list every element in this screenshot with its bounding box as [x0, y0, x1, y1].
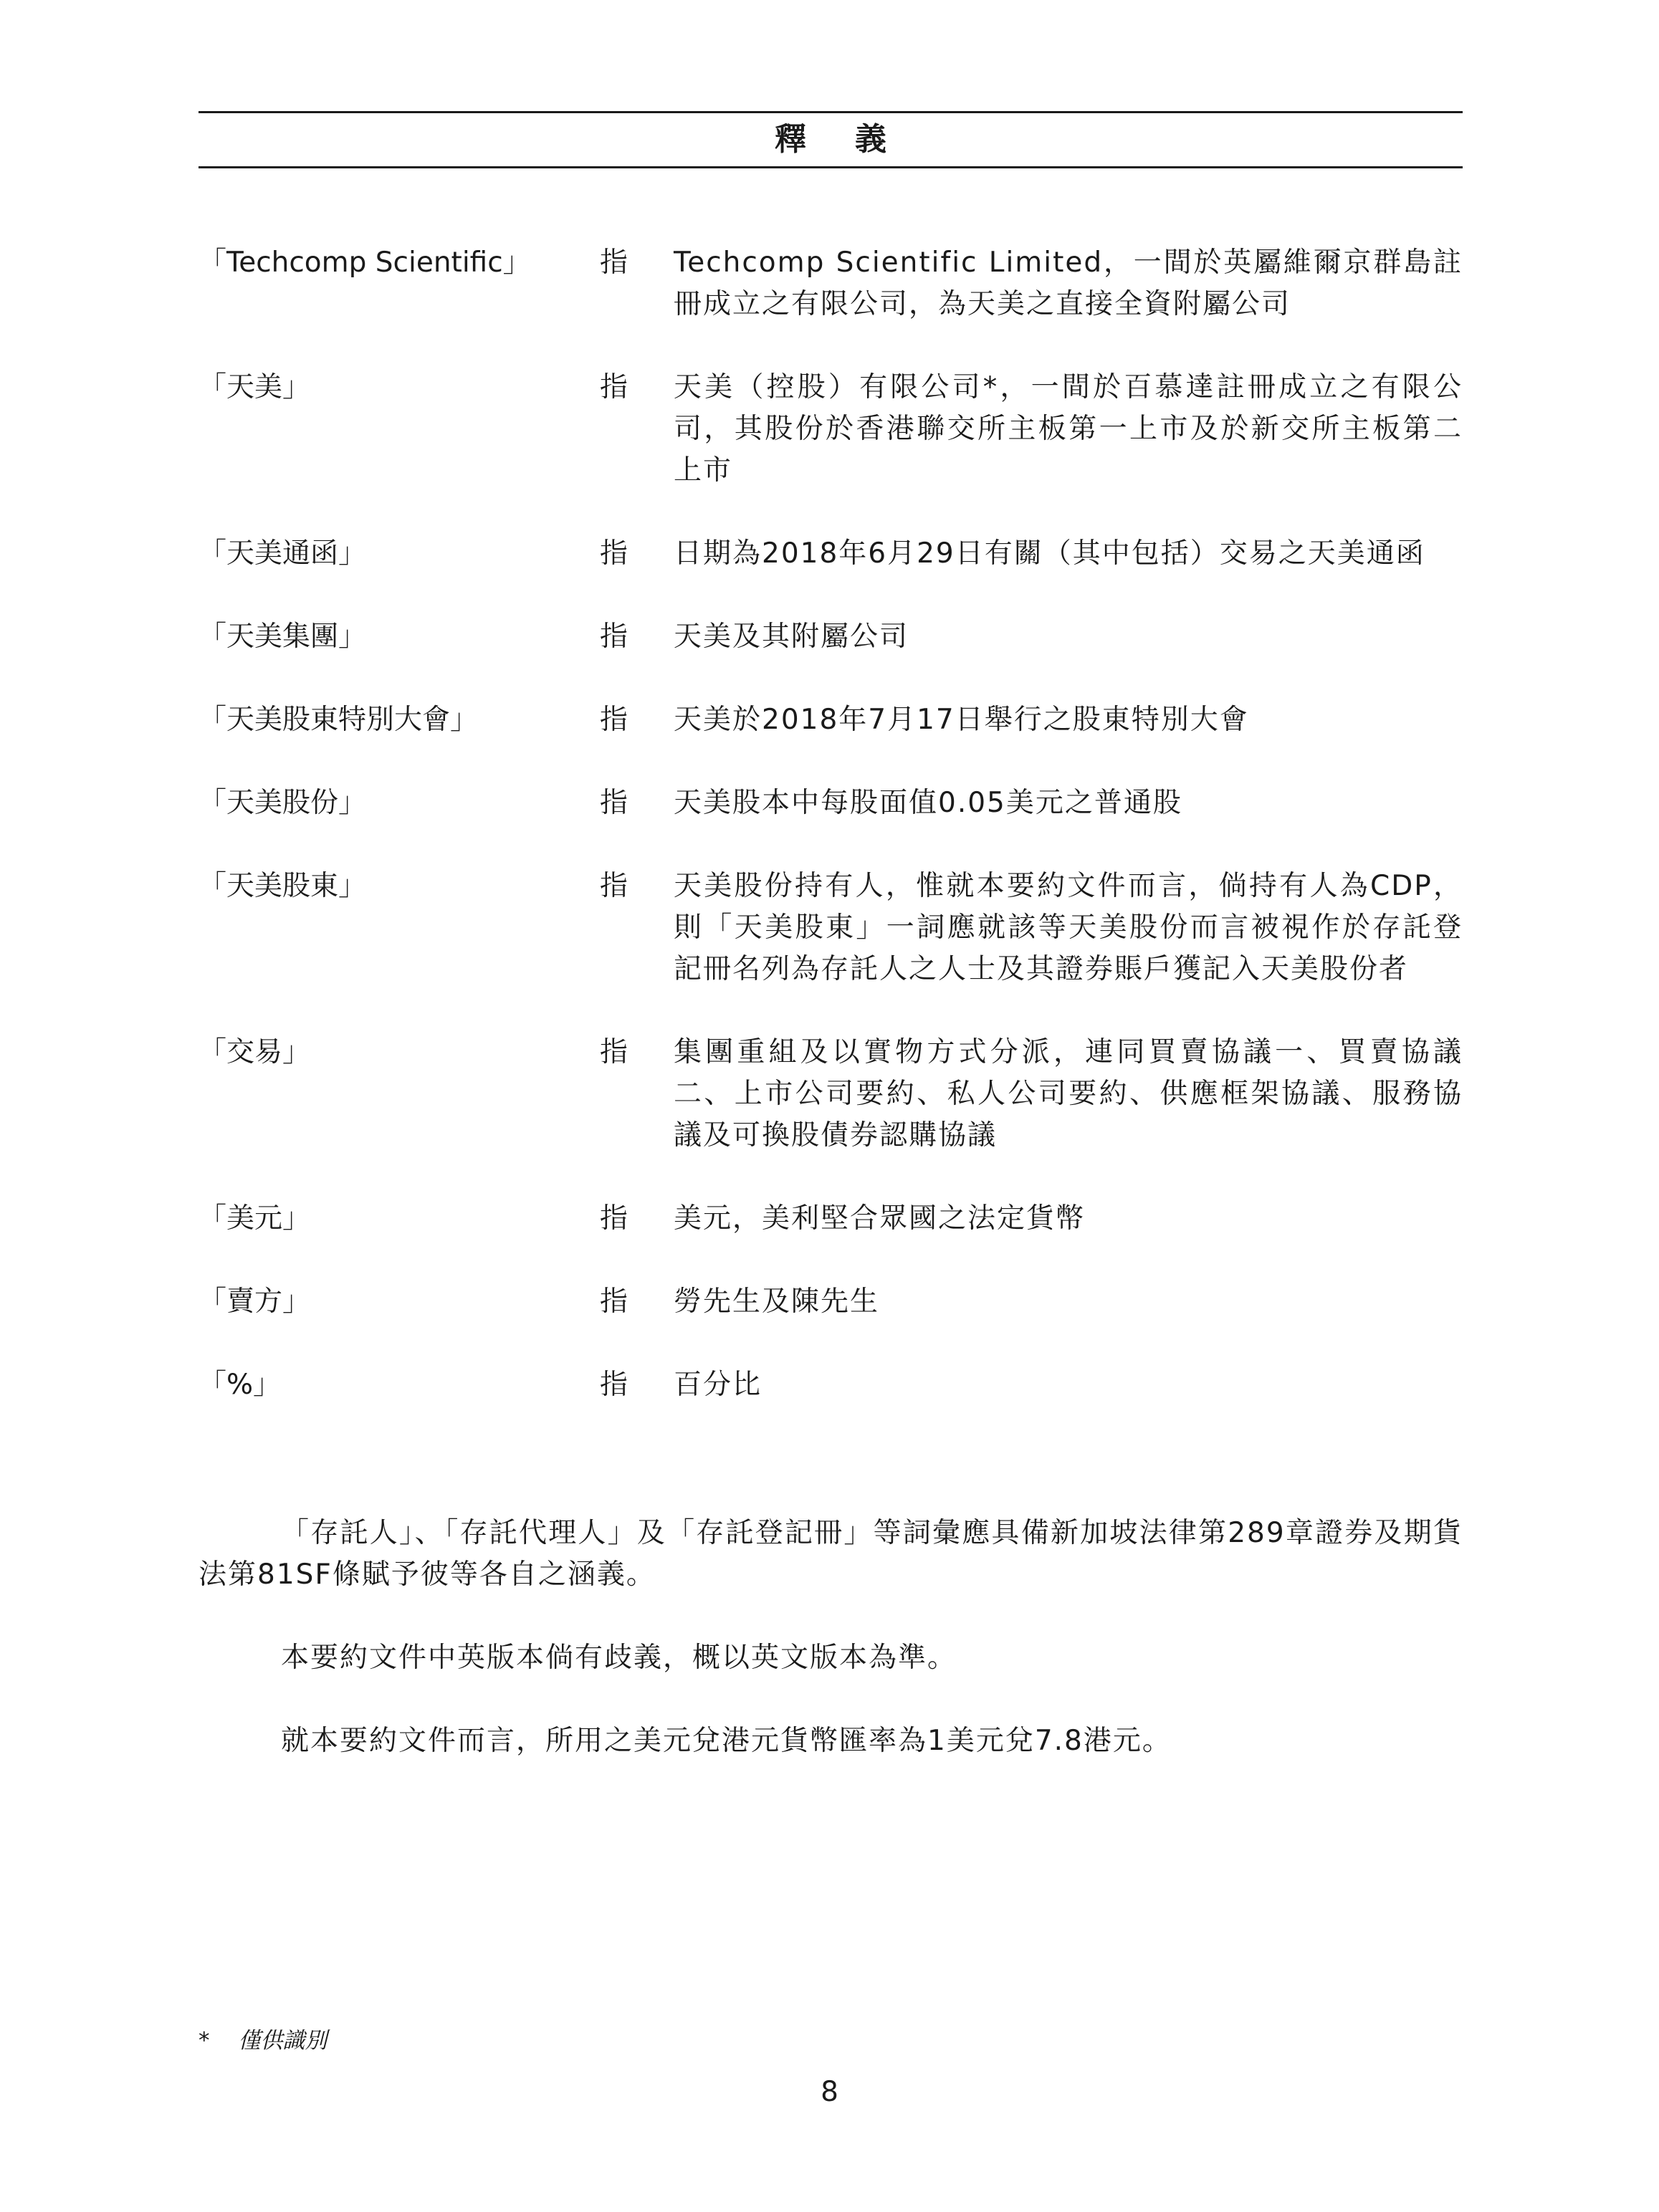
definition-means: 指 — [600, 537, 628, 570]
definition-means: 指 — [600, 704, 628, 736]
definition-term: 「%」 — [199, 1369, 282, 1401]
definition-term: 「天美」 — [199, 371, 311, 403]
definition-term: 「賣方」 — [199, 1285, 311, 1318]
definition-text: 天美及其附屬公司 — [674, 621, 909, 653]
definition-row — [199, 866, 1463, 990]
definition-term: 「天美股份」 — [199, 787, 367, 819]
definition-term: 「美元」 — [199, 1202, 311, 1235]
header-rule-bottom — [199, 166, 1463, 168]
definition-means: 指 — [600, 246, 628, 279]
definition-text: 日期為2018年6月29日有關（其中包括）交易之天美通函 — [674, 537, 1425, 570]
page-title: 釋義 — [775, 121, 935, 158]
notes-section — [199, 1485, 1463, 1804]
definition-row — [199, 242, 1463, 325]
definition-row — [199, 782, 1463, 824]
definition-text: 勞先生及陳先生 — [674, 1285, 880, 1318]
definition-text: 集團重組及以實物方式分派，連同買賣協議一、買賣協議二、上市公司要約、私人公司要約、供應框架協議、服務協議及可換股債券認購協議 — [674, 1036, 1463, 1152]
definition-row — [199, 1032, 1463, 1157]
definition-means: 指 — [600, 870, 628, 902]
definition-term: 「Techcomp Scientific」 — [199, 246, 531, 279]
definition-row — [199, 1364, 1463, 1406]
footnote-marker: * — [199, 2028, 210, 2054]
definition-row — [199, 367, 1463, 492]
definition-means: 指 — [600, 621, 628, 653]
definition-term: 「交易」 — [199, 1036, 311, 1068]
definition-row — [199, 533, 1463, 575]
header-rule-top — [199, 111, 1463, 113]
definition-row — [199, 1281, 1463, 1323]
note-paragraph: 就本要約文件而言，所用之美元兌港元貨幣匯率為1美元兌7.8港元。 — [281, 1725, 1172, 1757]
definition-text: 天美於2018年7月17日舉行之股東特別大會 — [674, 704, 1249, 736]
definition-term: 「天美股東特別大會」 — [199, 704, 479, 736]
definition-row — [199, 699, 1463, 741]
definition-text: 天美股份持有人，惟就本要約文件而言，倘持有人為CDP，則「天美股東」一詞應就該等天美股份而言被視作於存託登記冊名列為存託人之人士及其證券賬戶獲記入天美股份者 — [674, 870, 1463, 985]
definition-text: 美元，美利堅合眾國之法定貨幣 — [674, 1202, 1086, 1235]
definition-means: 指 — [600, 1202, 628, 1235]
definition-means: 指 — [600, 1036, 628, 1068]
definition-means: 指 — [600, 1285, 628, 1318]
definition-row — [199, 1198, 1463, 1240]
definition-term: 「天美股東」 — [199, 870, 367, 902]
footnote — [199, 2025, 327, 2057]
definitions-list — [199, 242, 1463, 1447]
definition-text: 天美（控股）有限公司*，一間於百慕達註冊成立之有限公司，其股份於香港聯交所主板第一上市及於新交所主板第二上市 — [674, 371, 1463, 487]
definition-means: 指 — [600, 1369, 628, 1401]
definition-means: 指 — [600, 371, 628, 403]
note-paragraph: 「存託人」、「存託代理人」及「存託登記冊」等詞彙應具備新加坡法律第289章證券及期貨法第81SF條賦予彼等各自之涵義。 — [199, 1517, 1463, 1591]
definition-term: 「天美通函」 — [199, 537, 367, 570]
definition-text: Techcomp Scientific Limited，一間於英屬維爾京群島註冊成立之有限公司，為天美之直接全資附屬公司 — [674, 246, 1463, 320]
page-number: 8 — [821, 2076, 838, 2108]
definition-text: 天美股本中每股面值0.05美元之普通股 — [674, 787, 1182, 819]
note-paragraph: 本要約文件中英版本倘有歧義，概以英文版本為準。 — [281, 1642, 957, 1674]
footnote-text: 僅供識別 — [238, 2028, 328, 2054]
definition-means: 指 — [600, 787, 628, 819]
definition-row — [199, 616, 1463, 658]
definition-term: 「天美集團」 — [199, 621, 367, 653]
definition-text: 百分比 — [674, 1369, 762, 1401]
